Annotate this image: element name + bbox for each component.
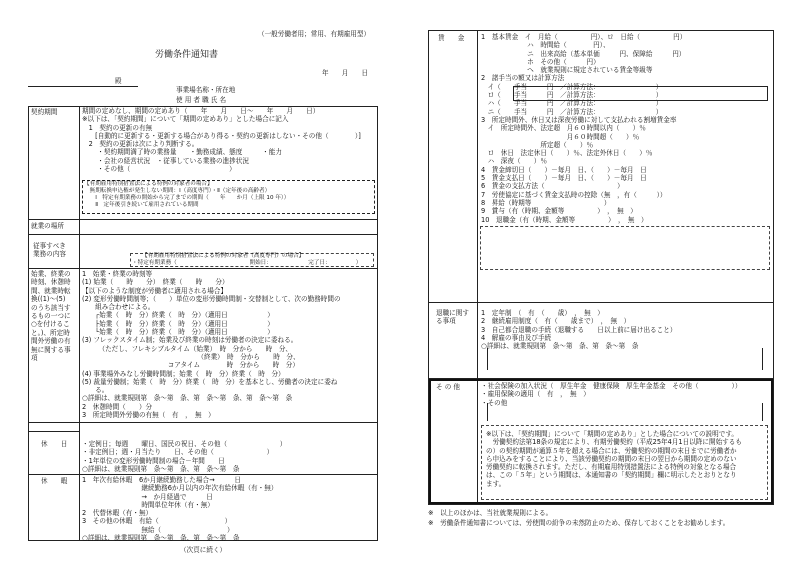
job-label-line: 従事すべき	[33, 242, 66, 250]
special-line: Ⅱ 定年後引き続いて雇用されている期間	[84, 202, 199, 208]
hours-line: る。	[82, 386, 109, 395]
wage-line: イ 所定時間外、法定超 月６０時間以内（ ）％	[481, 124, 646, 133]
issue-date: 年 月 日	[322, 69, 369, 77]
contract-line: ・その他（ ）	[82, 165, 236, 174]
holidays-content	[82, 440, 286, 473]
hours-line: 3 所定時間外労働の有無（ 有 ， 無 ）	[82, 411, 215, 420]
hours-line: (5) 裁量労働制；始業（ 時 分）終業（ 時 分）を基本とし、労働者の決定に委ね	[82, 377, 338, 386]
wage-line: ロ 休日 法定休日（ ）％、法定外休日（ ）％	[481, 149, 653, 158]
row-divider	[28, 422, 378, 423]
form-type-note: （一般労働者用；常用、有期雇用型）	[258, 30, 371, 38]
hours-line: (1) 始業（ 時 分） 終業（ 時 分）	[82, 278, 229, 287]
wage-line: ニ（ 手当 円 ／計算方法： ）	[481, 107, 663, 116]
hours-line: 組み合わせによる。	[82, 303, 155, 312]
wage-line: 8 昇給（時期等 ）	[481, 198, 611, 207]
contract-line: [自動的に更新する・更新する場合があり得る・契約の更新はしない・その他（ ）]	[82, 131, 361, 140]
page-title: 労働条件通知書	[155, 50, 219, 60]
contract-line: 期間の定めなし、期間の定めあり（ 年 月 日～ 年 月 日）	[82, 107, 320, 115]
note-line: 労働契約法第18条の規定により、有期労働契約（平成25年4月1日以降に開始するも	[486, 438, 742, 447]
contract-period-content	[82, 107, 361, 173]
leave-line: → か月経過で 日	[82, 492, 213, 501]
other-bracket	[487, 403, 763, 421]
hours-label-line: 間外労働の有	[31, 337, 71, 346]
specific-job-header: 【有期雇用特別措置法による特例の対象者（高度専門）の場合】	[142, 253, 305, 259]
hours-label-line: 換((1)～(5)	[31, 295, 66, 304]
wage-line: 4 賃金締切日（ ）－毎月 日、（ ）－毎月 日	[481, 165, 647, 174]
holiday-line: ○詳細は、就業規則第 条～第 条、第 条～第 条	[82, 464, 240, 473]
hours-line: （ただし、フレキシブルタイム（始業） 時 分から 時 分、	[82, 344, 293, 353]
wage-line: 10 退職金（有（時期、金額等 ） ， 無 ）	[481, 215, 648, 224]
other-label: そ の 他	[436, 383, 460, 391]
addressee-suffix: 殿	[115, 77, 122, 85]
employer-name-label: 使 用 者 職 氏 名	[176, 96, 227, 104]
leave-line: 継続勤務6か月以内の年次有給休暇（有・無）	[82, 484, 278, 493]
wage-line: イ（ 手当 円 ／計算方法： ）	[481, 82, 663, 91]
contract-line: ※以下は、「契約期間」について「期間の定めあり」とした場合に記入	[82, 115, 289, 124]
wage-line: 7 労使協定に基づく賃金支払時の控除（無 ，有（ ））	[481, 190, 667, 199]
leave-content	[82, 476, 277, 542]
leave-label: 休 暇	[41, 477, 68, 485]
hours-line: ├始業（ 時 分）終業（ 時 分）（適用日 ）	[82, 319, 274, 328]
wage-line: 2 諸手当の額又は計算方法	[481, 74, 565, 83]
retirement-label-line: 退職に関す	[436, 309, 469, 317]
other-line: ・社会保険の加入状況（ 厚生年金 健康保険 厚生年金基金 その他（ ））	[481, 382, 742, 390]
hours-line: 【以下のような制度が労働者に適用される場合】	[82, 286, 228, 295]
row-divider	[28, 219, 378, 220]
row-divider	[28, 268, 378, 269]
wage-line: ハ 深夜（ ）％	[481, 157, 547, 166]
continued-note: （次頁に続く）	[180, 546, 227, 554]
leave-line: 無給（ ）	[82, 525, 234, 534]
wage-line: ハ（ 手当 円 ／計算方法： ）	[481, 99, 663, 108]
left-label-divider	[79, 106, 80, 541]
wage-line: ホ その他（ 円）	[481, 57, 600, 66]
hours-line: ┌始業（ 時 分）終業（ 時 分）（適用日 ）	[82, 311, 274, 320]
hours-line: (2) 変形労働時間制等；（ ）単位の変形労働時間制・交替制として、次の勤務時間の	[82, 294, 341, 303]
retirement-line: ○詳細は、就業規則第 条～第 条、第 条～第 条	[481, 342, 639, 351]
specific-job-row: ・特定有期業務（ 開始日： 完了日： ）	[132, 260, 362, 266]
row-divider	[28, 234, 378, 235]
contract-line: 1 契約の更新の有無	[82, 123, 153, 132]
wage-line: ロ（ 手当 円 ／計算方法： ）	[481, 91, 663, 100]
leave-line: ○詳細は、就業規則第 条～第 条、第 条～第 条	[82, 534, 240, 543]
row-divider	[428, 302, 774, 303]
hours-label-line: 間、就業時転	[31, 286, 71, 295]
wage-line: 5 賃金支払日（ ）－毎月 日、（ ）－毎月 日	[481, 174, 647, 183]
special-measures-content	[84, 181, 289, 209]
contract-line: ・会社の経営状況 ・従事している業務の進捗状況	[82, 156, 249, 165]
retirement-label-line: る事項	[436, 317, 456, 326]
footnote: ※ 以上のほかは、当社就業規則による。	[428, 509, 553, 517]
note-line: は、この「５年」という期間は、本通知書の「契約期間」欄に明示したとおりとなり	[486, 471, 737, 480]
hours-line: (3) フレックスタイム制；始業及び終業の時刻は労働者の決定に委ねる。	[82, 336, 298, 345]
row-divider	[28, 431, 79, 432]
hours-line: コアタイム 時 分から 時 分）	[82, 361, 299, 370]
hours-label-line: 無に関する事	[31, 345, 71, 354]
holiday-line: ・1年単位の変形労働時間制の場合－年間 日	[82, 456, 225, 465]
hours-line: 2 休憩時間（ ）分	[82, 402, 153, 411]
contract-note-content	[486, 430, 742, 488]
wage-items-dashed-box	[480, 226, 770, 270]
hours-label-line: 時刻、休憩時	[31, 278, 71, 287]
hours-label-line: るもの一つに	[31, 312, 71, 321]
leave-line: 3 その他の休暇 有給（ ）	[82, 517, 232, 526]
retirement-line: 3 自己都合退職の手続（退職する 日以上前に届け出ること）	[481, 325, 677, 334]
job-label	[33, 242, 66, 259]
hours-label	[31, 270, 71, 362]
hours-label-line: 始業、終業の	[31, 270, 71, 278]
contract-line: ・契約期間満了時の業務量 ・勤務成績、態度 ・能力	[82, 148, 282, 157]
special-line: 【有期雇用特別措置法による特例の対象者の場合】	[84, 181, 213, 187]
other-line: ・その他	[481, 398, 508, 407]
hours-label-line: と。)、所定時	[31, 328, 70, 337]
retirement-line: 1 定年制 （ 有 （ 歳） ， 無 ）	[481, 309, 604, 317]
hours-line: （終業） 時 分から 時 分、	[82, 352, 300, 361]
leave-line: 時間単位年休（有・無）	[82, 500, 214, 509]
note-line: ます。	[486, 479, 506, 488]
special-line: Ⅰ 特定有期業務の開始から完了までの期間（ 年 か月（上限 10 年））	[84, 195, 290, 201]
row-divider	[28, 474, 378, 475]
wage-line: ニ 出来高給（基本単価 円、保障給 円）	[481, 49, 686, 58]
contract-period-label: 契約期間	[31, 108, 58, 116]
wage-line: 3 所定時間外、休日又は深夜労働に対して支払われる割増賃金率	[481, 115, 677, 124]
holiday-line: ・定例日；毎週 曜日、国民の祝日、その他（ ）	[82, 440, 287, 448]
other-line: ・雇用保険の適用（ 有 ， 無 ）	[481, 390, 590, 399]
addressee-line	[28, 86, 138, 87]
footnotes	[428, 509, 729, 528]
hours-label-line: ○を付けるこ	[31, 320, 70, 329]
wage-line: 月６０時間超（ ）％	[481, 132, 640, 141]
leave-line: 2 代替休暇（有・無）	[82, 509, 153, 518]
workplace-label: 就業の場所	[31, 222, 64, 230]
retirement-label	[436, 309, 469, 326]
hours-line: └始業（ 時 分）終業（ 時 分）（適用日 ）	[82, 328, 274, 337]
contract-line: 2 契約の更新は次により判断する。	[82, 140, 199, 149]
hours-label-line: のうち該当す	[31, 303, 71, 312]
hours-line: ○詳細は、就業規則第 条～第 条、第 条～第 条、第 条～第 条	[82, 394, 293, 403]
hours-content	[82, 270, 341, 419]
retirement-line: 4 解雇の事由及び手続	[481, 333, 552, 342]
note-line: ※以下は、「契約期間」について「期間の定めあり」とした場合についての説明です。	[486, 430, 738, 438]
job-label-line: 業務の内容	[33, 250, 66, 259]
dismissal-bracket	[487, 348, 763, 370]
retirement-line: 2 継続雇用制度（ 有（ 歳まで） ， 無 ）	[481, 317, 631, 326]
footnote: ※ 労働条件通知書については、労使間の紛争の未然防止のため、保存しておくことをお勧めします。	[428, 519, 730, 528]
wage-line: へ 就業規則に規定されている賃金等級等	[481, 66, 653, 75]
wages-label: 賃 金	[438, 34, 465, 42]
wage-line: 6 賃金の支払方法（ ）	[481, 182, 624, 191]
note-line: 労働契約に転換されます。ただし、有期雇用特別措置法による特例の対象となる場合	[486, 463, 737, 472]
hours-line: (4) 事業場外みなし労働時間制；始業（ 時 分）終業（ 時 分）	[82, 369, 285, 378]
wages-content	[481, 33, 686, 224]
wage-line: 9 賞与（有（時期、金額等 ） ， 無 ）	[481, 207, 637, 216]
holidays-label: 休 日	[41, 440, 68, 448]
wage-line: 1 基本賃金 イ 月給（ 円）、ロ 日給（ 円）	[481, 33, 687, 41]
employer-address-label: 事業場名称・所在地	[176, 86, 236, 94]
leave-line: 1 年次有給休暇 6か月継続勤務した場合→ 日	[82, 476, 241, 484]
hours-line: 1 始業・終業の時刻等	[82, 270, 153, 278]
note-line: の）の契約期間が通算５年を超える場合には、労働契約の期間の末日までに労働者か	[486, 446, 737, 455]
wage-grade-box	[513, 86, 768, 101]
note-line: ら申込みをすることにより、当該労働契約の期間の末日の翌日から期間の定めのない	[486, 454, 737, 463]
wage-line: ハ 時間給（ 円）、	[481, 41, 610, 50]
special-line: 無期転換申込権が発生しない期間：Ⅰ（高度専門）・Ⅱ（定年後の高齢者）	[84, 188, 271, 194]
wage-line: 所定超（ ）％	[481, 140, 594, 149]
hours-label-line: 項	[31, 354, 38, 363]
retirement-content	[481, 309, 676, 350]
holiday-line: ・非定例日；週・月当たり 日、その他（ ）	[82, 448, 274, 457]
